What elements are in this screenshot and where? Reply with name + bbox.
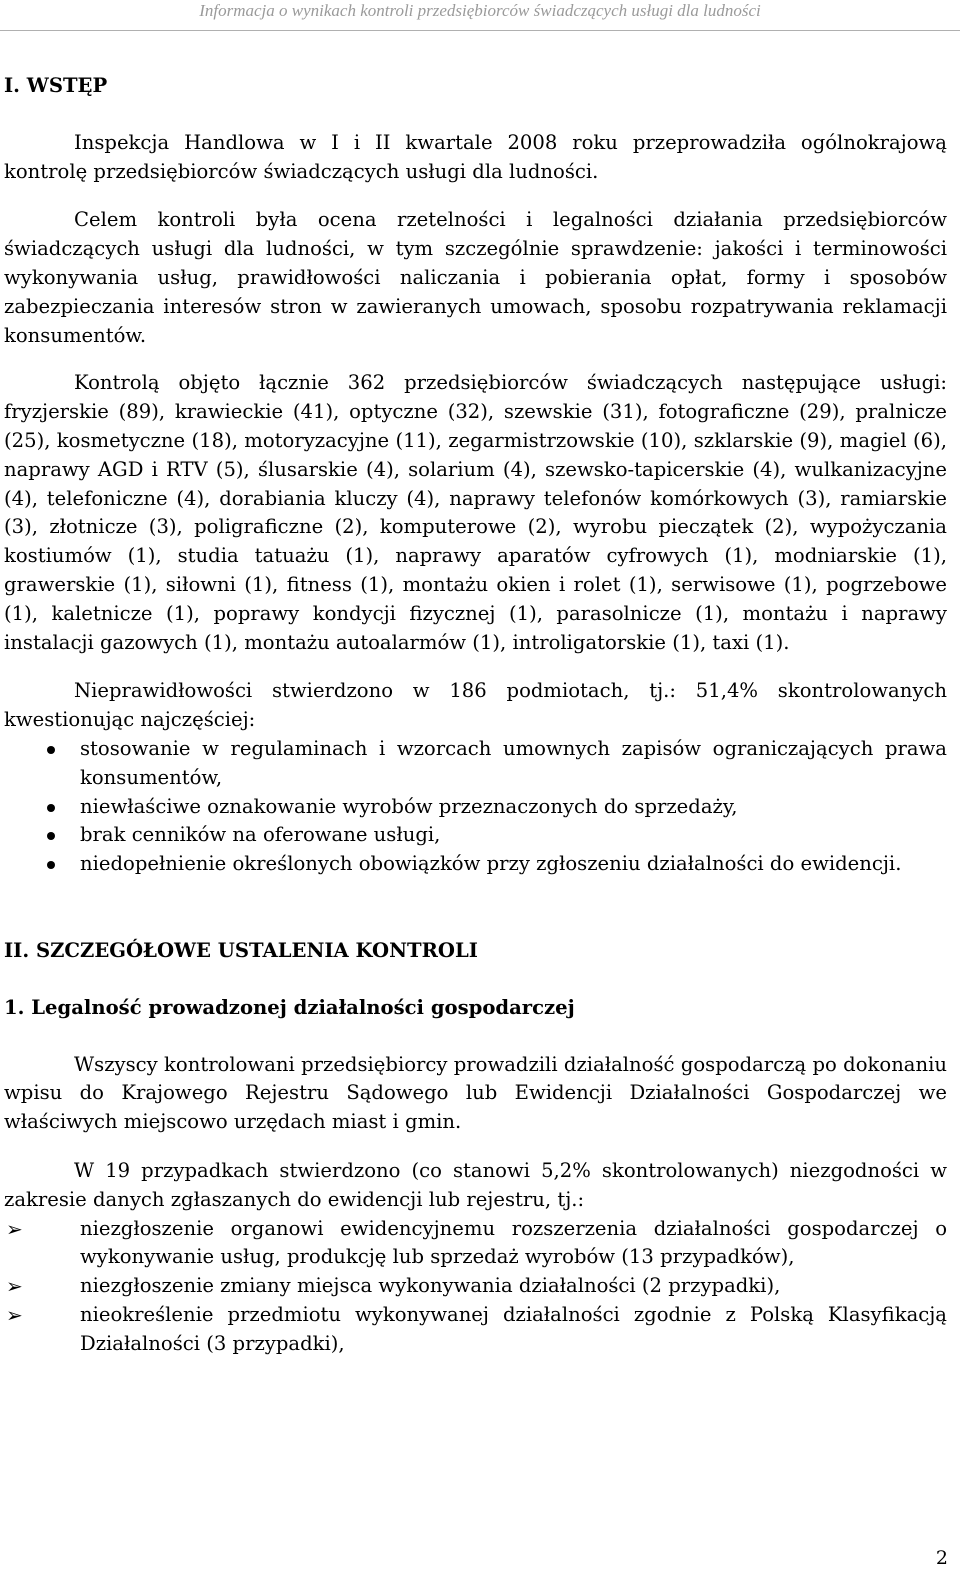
list-item: ➢ niezgłoszenie organowi ewidencyjnemu rozszerzenia działalności gospodarczej o wykonywanie usług, produkcję lub sprzedaż wyrobów (13 przypadków),	[4, 1215, 947, 1273]
header-divider	[0, 30, 960, 31]
section-heading-details: II. SZCZEGÓŁOWE USTALENIA KONTROLI	[4, 938, 478, 962]
list-item: ➢ niezgłoszenie zmiany miejsca wykonywania działalności (2 przypadki),	[4, 1272, 947, 1301]
paragraph-discrepancies: W 19 przypadkach stwierdzono (co stanowi 5,2% skontrolowanych) niezgodności w zakresie danych zgłaszanych do ewidencji lub rejestru, tj.:	[4, 1158, 947, 1211]
discrepancies-list	[4, 1215, 947, 1359]
list-item: ➢ nieokreślenie przedmiotu wykonywanej działalności zgodnie z Polską Klasyfikacją Działalności (3 przypadki),	[4, 1301, 947, 1359]
paragraph-registration: Wszyscy kontrolowani przedsiębiorcy prowadzili działalność gospodarczą po dokonaniu wpisu do Krajowego Rejestru Sądowego lub Ewidencji Działalności Gospodarczej we właściwych miejscowo urzędach miast i gmin.	[4, 1052, 947, 1134]
list-item: stosowanie w regulaminach i wzorcach umownych zapisów ograniczających prawa konsumentów,	[4, 735, 947, 793]
running-header: Informacja o wynikach kontroli przedsiębiorców świadczących usługi dla ludności	[199, 1, 761, 20]
section-heading-intro: I. WSTĘP	[4, 74, 108, 97]
document-body	[4, 70, 947, 1358]
irregularities-list	[4, 735, 947, 879]
list-item: niedopełnienie określonych obowiązków przy zgłoszeniu działalności do ewidencji.	[4, 850, 947, 879]
paragraph-purpose: Celem kontroli była ocena rzetelności i legalności działania przedsiębiorców świadczących usługi dla ludności, w tym szczególnie sprawdzenie: jakości i terminowości wykonywania usług, prawidłowości naliczania i pobierania opłat, formy i sposobów zabezpieczania interesów stron w zawieranych umowach, sposobu rozpatrywania reklamacji konsumentów.	[4, 208, 947, 347]
page-number: 2	[935, 1547, 948, 1569]
subsection-heading-legality: 1. Legalność prowadzonej działalności gospodarczej	[4, 995, 575, 1019]
list-item: niewłaściwe oznakowanie wyrobów przeznaczonych do sprzedaży,	[4, 793, 947, 822]
list-item: brak cenników na oferowane usługi,	[4, 821, 947, 850]
paragraph-intro: Inspekcja Handlowa w I i II kwartale 2008 roku przeprowadziła ogólnokrajową kontrolę przedsiębiorców świadczących usługi dla ludności.	[4, 130, 947, 183]
paragraph-irregularities: Nieprawidłowości stwierdzono w 186 podmiotach, tj.: 51,4% skontrolowanych kwestionując najczęściej:	[4, 679, 947, 732]
paragraph-scope: Kontrolą objęto łącznie 362 przedsiębiorców świadczących następujące usługi: fryzjerskie (89), krawieckie (41), optyczne (32), szewskie (31), fotograficzne (29), pralnicze (25), kosmetyczne (18), motoryzacyjne (11), zegarmistrzowskie (10), szklarskie (9), magiel (6), naprawy AGD i RTV (5), ślusarskie (4), solarium (4), szewsko-tapicerskie (4), wulkanizacyjne (4), telefoniczne (4), dorabiania kluczy (4), naprawy telefonów komórkowych (3), ramiarskie (3), złotnicze (3), poligraficzne (2), komputerowe (2), wyrobu pieczątek (2), wypożyczania kostiumów (1), studia tatuażu (1), naprawy aparatów cyfrowych (1), modniarskie (1), grawerskie (1), siłowni (1), fitness (1), montażu okien i rolet (1), serwisowe (1), pogrzebowe (1), kaletnicze (1), poprawy kondycji fizycznej (1), parasolnicze (1), montażu i naprawy instalacji gazowych (1), montażu autoalarmów (1), introligatorskie (1), taxi (1).	[4, 371, 947, 654]
